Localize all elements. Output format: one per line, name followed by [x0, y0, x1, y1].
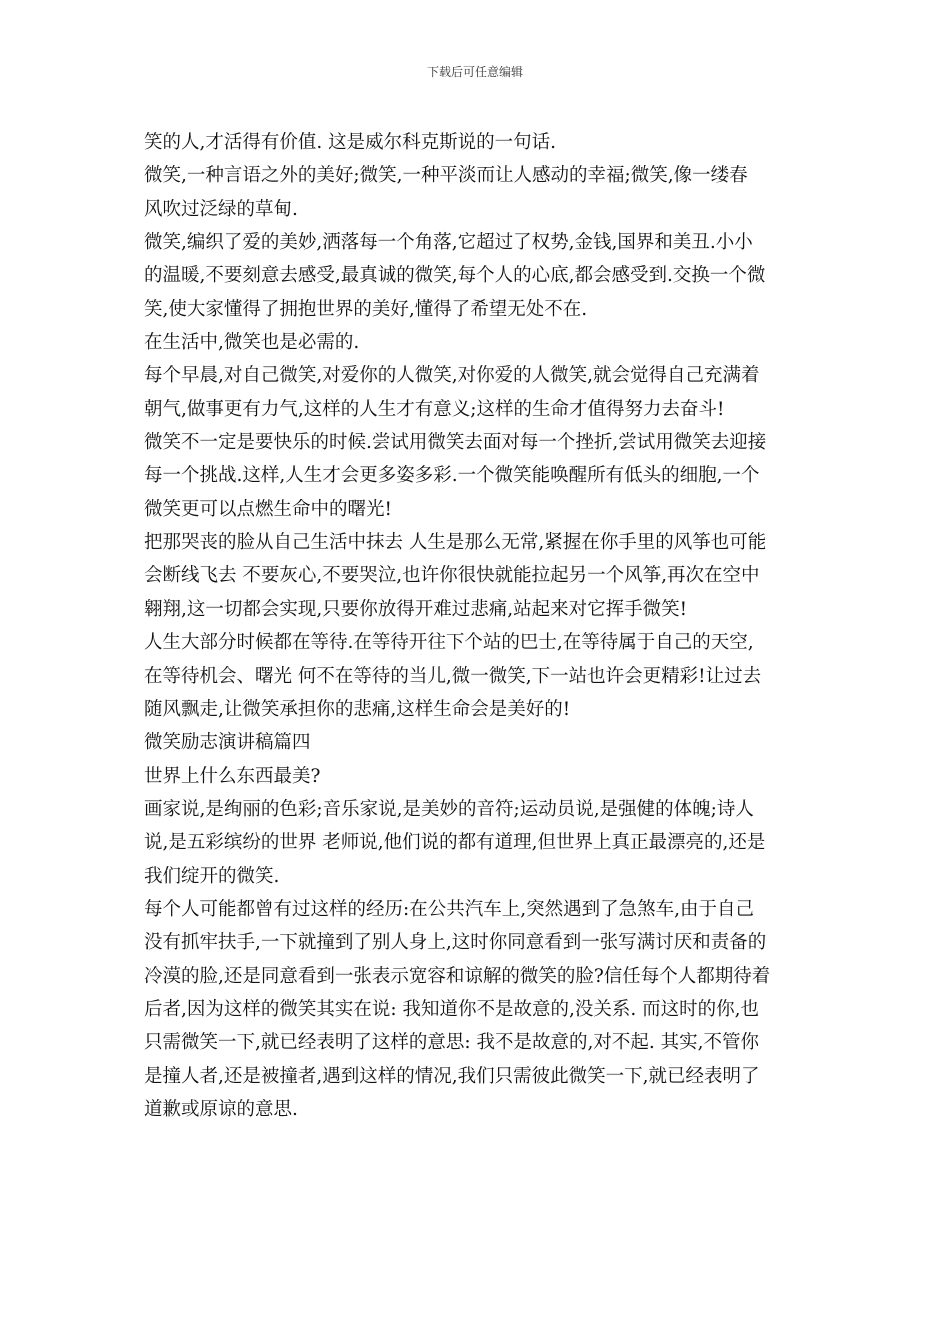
text-line: 在等待机会、曙光 何不在等待的当儿,微一微笑,下一站也许会更精彩!让过去	[144, 665, 762, 687]
text-line: 世界上什么东西最美?	[144, 765, 321, 787]
text-line: 后者,因为这样的微笑其实在说: 我知道你不是故意的,没关系. 而这时的你,也	[144, 998, 760, 1020]
text-line: 没有抓牢扶手,一下就撞到了别人身上,这时你同意看到一张写满讨厌和责备的	[144, 932, 767, 954]
text-line: 在生活中,微笑也是必需的.	[144, 332, 360, 354]
text-line: 每个早晨,对自己微笑,对爱你的人微笑,对你爱的人微笑,就会觉得自己充满着	[144, 365, 760, 387]
text-line: 微笑不一定是要快乐的时候.尝试用微笑去面对每一个挫折,尝试用微笑去迎接	[144, 432, 767, 454]
text-line: 画家说,是绚丽的色彩;音乐家说,是美妙的音符;运动员说,是强健的体魄;诗人	[144, 798, 754, 820]
text-line: 把那哭丧的脸从自己生活中抹去 人生是那么无常,紧握在你手里的风筝也可能	[144, 532, 767, 554]
text-line: 只需微笑一下,就已经表明了这样的意思: 我不是故意的,对不起. 其实,不管你	[144, 1032, 760, 1054]
text-line: 每一个挑战.这样,人生才会更多姿多彩.一个微笑能唤醒所有低头的细胞,一个	[144, 465, 760, 487]
text-line: 笑的人,才活得有价值. 这是威尔科克斯说的一句话.	[144, 132, 557, 153]
text-line: 人生大部分时候都在等待.在等待开往下个站的巴士,在等待属于自己的天空,	[144, 632, 754, 654]
text-line: 的温暖,不要刻意去感受,最真诚的微笑,每个人的心底,都会感受到.交换一个微	[144, 265, 766, 287]
text-line: 是撞人者,还是被撞者,遇到这样的情况,我们只需彼此微笑一下,就已经表明了	[144, 1065, 760, 1087]
text-line: 我们绽开的微笑.	[144, 865, 280, 887]
text-line: 朝气,做事更有力气,这样的人生才有意义;这样的生命才值得努力去奋斗!	[144, 398, 725, 420]
text-line: 微笑,一种言语之外的美好;微笑,一种平淡而让人感动的幸福;微笑,像一缕春	[144, 165, 748, 187]
text-line: 风吹过泛绿的草甸.	[144, 198, 298, 220]
text-line: 冷漠的脸,还是同意看到一张表示宽容和谅解的微笑的脸?信任每个人都期待着	[144, 965, 771, 987]
text-line: 每个人可能都曾有过这样的经历:在公共汽车上,突然遇到了急煞车,由于自己	[144, 898, 754, 920]
text-line: 微笑,编织了爱的美妙,洒落每一个角落,它超过了权势,金钱,国界和美丑.小小	[144, 232, 753, 254]
text-line: 翱翔,这一切都会实现,只要你放得开难过悲痛,站起来对它挥手微笑!	[144, 598, 688, 620]
text-line: 微笑更可以点燃生命中的曙光!	[144, 498, 392, 520]
text-line: 道歉或原谅的意思.	[144, 1098, 298, 1120]
text-line: 随风飘走,让微笑承担你的悲痛,这样生命会是美好的!	[144, 698, 571, 720]
text-line: 说,是五彩缤纷的世界 老师说,他们说的都有道理,但世界上真正最漂亮的,还是	[144, 832, 766, 854]
text-line: 笑,使大家懂得了拥抱世界的美好,懂得了希望无处不在.	[144, 298, 588, 320]
section-heading: 微笑励志演讲稿篇四	[144, 732, 311, 754]
document-body	[144, 126, 812, 1126]
text-line: 会断线飞去 不要灰心,不要哭泣,也许你很快就能拉起另一个风筝,再次在空中	[144, 565, 760, 587]
page-header: 下载后可任意编辑	[426, 65, 523, 79]
